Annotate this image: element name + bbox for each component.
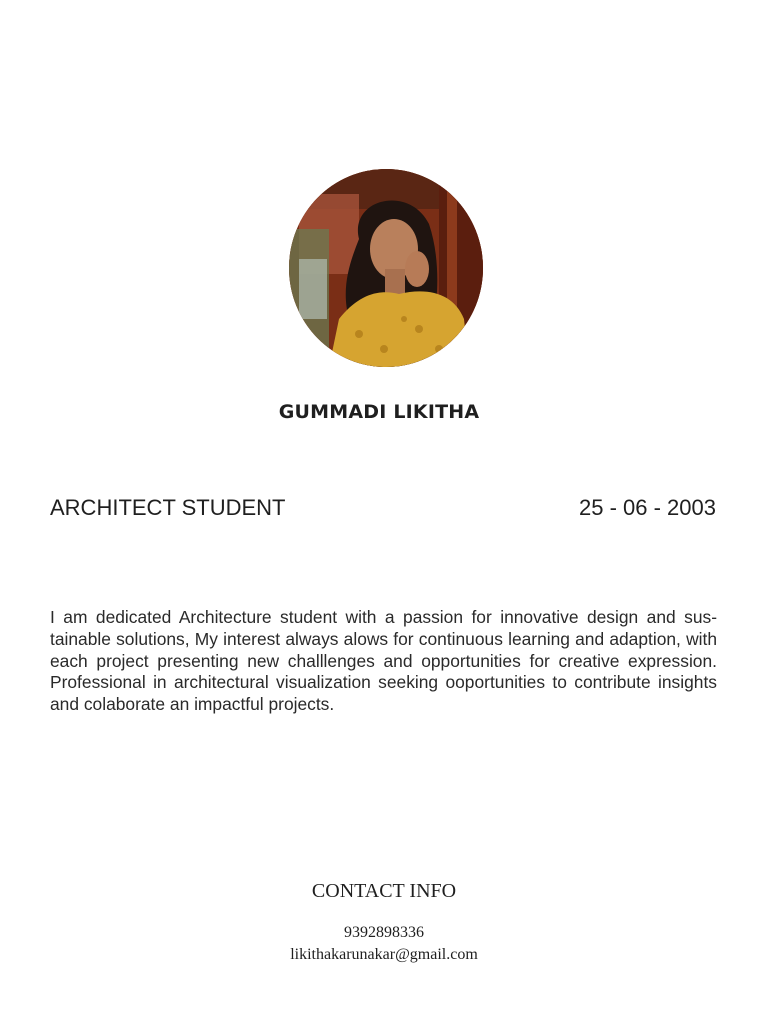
role-title: ARCHITECT STUDENT bbox=[50, 495, 286, 520]
contact-email: likithakarunakar@gmail.com bbox=[290, 946, 478, 963]
contact-heading: CONTACT INFO bbox=[311, 880, 457, 902]
person-name: GUMMADI LIKITHA bbox=[278, 401, 480, 423]
profile-photo bbox=[289, 169, 483, 367]
bio-paragraph: I am dedicated Architecture student with a passion for innovative design and sustainable solutions, My interest always alows for continuous learning and adaption, with each project presenting new challlenges and opportunities for creative expression. Professional in architectural visualization seeking ooportunities to contribute insights and colaborate an impactful projects. bbox=[50, 607, 717, 715]
contact-phone: 9392898336 bbox=[344, 924, 424, 941]
date-of-birth: 25 - 06 - 2003 bbox=[579, 495, 716, 520]
portrait-image bbox=[289, 169, 483, 367]
